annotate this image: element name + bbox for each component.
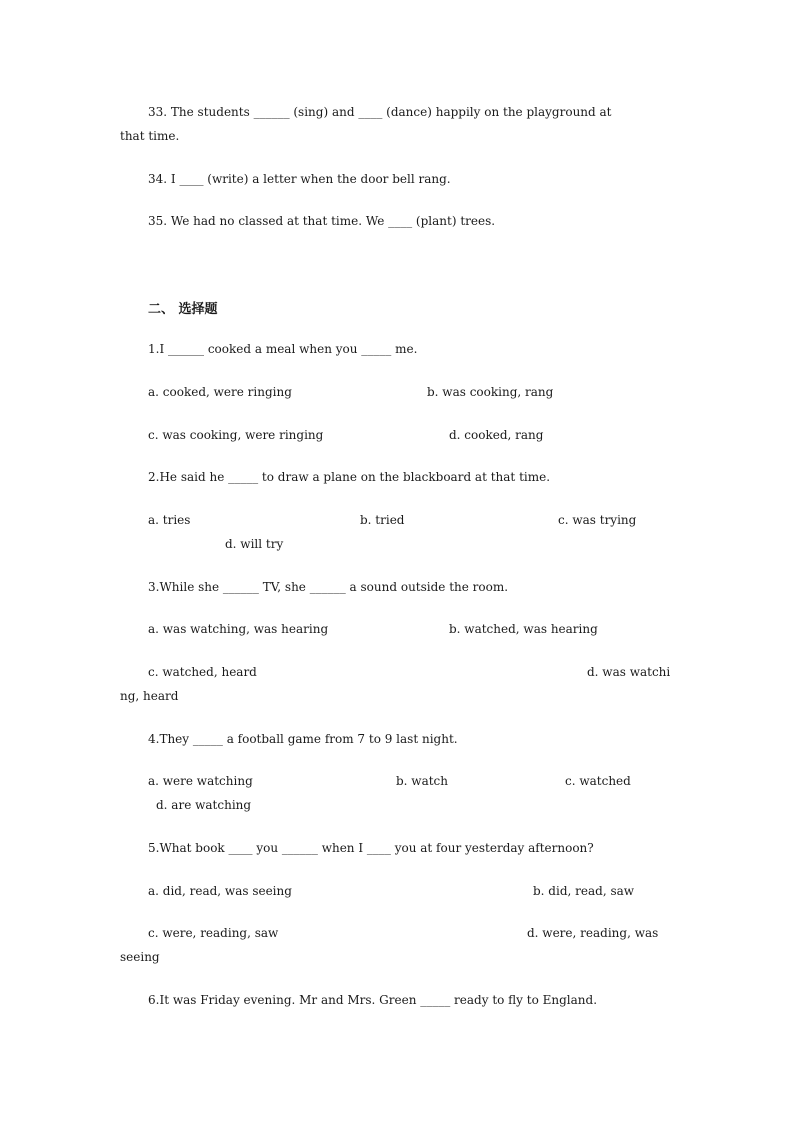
question-5-stem: 5.What book ____ you ______ when I ____ you at four yesterday afternoon? (148, 841, 594, 855)
question-4-option-c: c. watched (565, 774, 631, 788)
question-2-option-a: a. tries (148, 513, 191, 527)
question-3-option-a: a. was watching, was hearing (148, 622, 329, 636)
question-5-option-b: b. did, read, saw (533, 884, 635, 898)
question-6-stem: 6.It was Friday evening. Mr and Mrs. Green _____ ready to fly to England. (148, 993, 598, 1007)
question-1-option-a: a. cooked, were ringing (148, 385, 292, 399)
question-4-stem: 4.They _____ a football game from 7 to 9 last night. (148, 732, 458, 746)
question-3-option-b: b. watched, was hearing (449, 622, 598, 636)
question-5-option-d-part1: d. were, reading, was (527, 926, 659, 940)
question-3-stem: 3.While she ______ TV, she ______ a sound outside the room. (148, 580, 509, 594)
question-1-option-c: c. was cooking, were ringing (148, 428, 324, 442)
question-3-option-d-part2: ng, heard (120, 689, 179, 703)
question-4-option-a: a. were watching (148, 774, 253, 788)
question-1-option-d: d. cooked, rang (449, 428, 544, 442)
question-3-option-d-part1: d. was watchi (587, 665, 671, 679)
section-title: 二、 选择题 (148, 302, 218, 317)
question-1-option-b: b. was cooking, rang (427, 385, 554, 399)
question-2-option-b: b. tried (360, 513, 405, 527)
question-33-line1: 33. The students ______ (sing) and ____ (dance) happily on the playground at (148, 105, 612, 119)
question-1-stem: 1.I ______ cooked a meal when you _____ me. (148, 342, 418, 356)
question-5-option-c: c. were, reading, saw (148, 926, 279, 940)
question-5-option-a: a. did, read, was seeing (148, 884, 292, 898)
question-35: 35. We had no classed at that time. We ____ (plant) trees. (148, 214, 496, 228)
question-2-stem: 2.He said he _____ to draw a plane on the blackboard at that time. (148, 470, 551, 484)
question-5-option-d-part2: seeing (120, 950, 160, 964)
question-4-option-b: b. watch (396, 774, 449, 788)
question-4-option-d: d. are watching (156, 798, 252, 812)
question-34: 34. I ____ (write) a letter when the door bell rang. (148, 172, 451, 186)
question-3-option-c: c. watched, heard (148, 665, 257, 679)
question-2-option-c: c. was trying (558, 513, 637, 527)
question-33-line2: that time. (120, 129, 180, 143)
question-2-option-d: d. will try (225, 537, 284, 551)
